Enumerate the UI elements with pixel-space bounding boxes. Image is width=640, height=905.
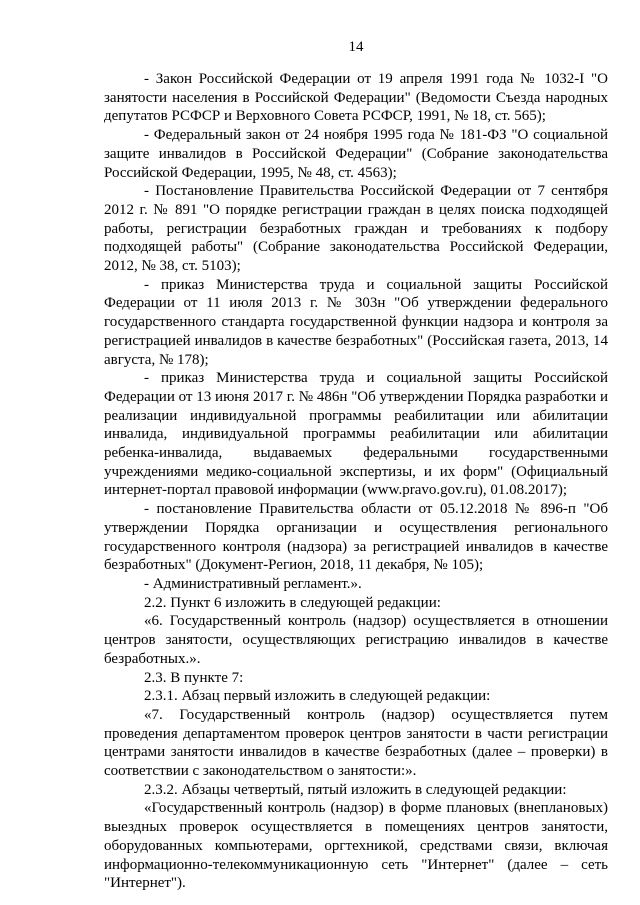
paragraph-2-3-1: 2.3.1. Абзац первый изложить в следующей редакции: <box>144 688 491 705</box>
paragraph-2-3-2: 2.3.2. Абзацы четвертый, пятый изложить в следующей редакции: <box>144 781 567 798</box>
paragraph-order-486n: - приказ Министерства труда и социальной защиты Российской Федерации от 13 июня 2017 г. № 486н "Об утверждении Порядка разработки и реализации индивидуальной программы реабилитации или абилитации инвалида, индивидуальной программы реабилитации или абилитации ребенка-инвалида, выдаваемых федеральными государственными учреждениями медико-социальной экспертизы, и их форм" (Официальный интернет-портал правовой информации (www.pravo.gov.ru), 01.08.2017); <box>104 370 608 499</box>
paragraph-clause-7: «7. Государственный контроль (надзор) осуществляется путем проведения департаментом проверок центров занятости в части регистрации центрами занятости инвалидов в качестве безработных (далее – проверки) в соответствии с законодательством о занятости:». <box>104 706 608 780</box>
document-body <box>104 70 608 893</box>
page-number: 14 <box>348 39 364 55</box>
paragraph-2-3: 2.3. В пункте 7: <box>144 669 244 686</box>
paragraph-clause-6: «6. Государственный контроль (надзор) осуществляется в отношении центров занятости, осуществляющих регистрацию инвалидов в качестве безработных.». <box>104 613 608 667</box>
paragraph-admin-regulation: - Административный регламент.». <box>144 575 362 592</box>
paragraph-resolution-891: - Постановление Правительства Российской Федерации от 7 сентября 2012 г. № 891 "О порядке регистрации граждан в целях поиска подходящей работы, регистрации безработных граждан и требованиях к подбору подходящей работы" (Собрание законодательства Российской Федерации, 2012, № 38, ст. 5103); <box>104 183 608 275</box>
paragraph-2-2: 2.2. Пункт 6 изложить в следующей редакции: <box>144 594 441 611</box>
paragraph-inspections: «Государственный контроль (надзор) в форме плановых (внеплановых) выездных проверок осуществляется в помещениях центров занятости, оборудованных компьютерами, оргтехникой, средствами связи, включая информационно-телекоммуникационную сеть "Интернет" (далее – сеть "Интернет"). <box>104 800 608 892</box>
paragraph-order-303n: - приказ Министерства труда и социальной защиты Российской Федерации от 11 июля 2013 г. № 303н "Об утверждении федерального государственного стандарта государственной функции надзора и контроля за регистрацией инвалидов в качестве безработных" (Российская газета, 2013, 14 августа, № 178); <box>104 276 608 368</box>
paragraph-law-1032: - Закон Российской Федерации от 19 апреля 1991 года № 1032-I "О занятости населения в Российской Федерации" (Ведомости Съезда народных депутатов РСФСР и Верховного Совета РСФСР, 1991, № 18, ст. 565); <box>104 71 608 125</box>
paragraph-resolution-896p: - постановление Правительства области от 05.12.2018 № 896-п "Об утверждении Порядка организации и осуществления регионального государственного контроля (надзора) за регистрацией инвалидов в качестве безработных" (Документ-Регион, 2018, 11 декабря, № 105); <box>104 501 608 574</box>
paragraph-law-181fz: - Федеральный закон от 24 ноября 1995 года № 181-ФЗ "О социальной защите инвалидов в Российской Федерации" (Собрание законодательства Российской Федерации, 1995, № 48, ст. 4563); <box>104 127 608 181</box>
